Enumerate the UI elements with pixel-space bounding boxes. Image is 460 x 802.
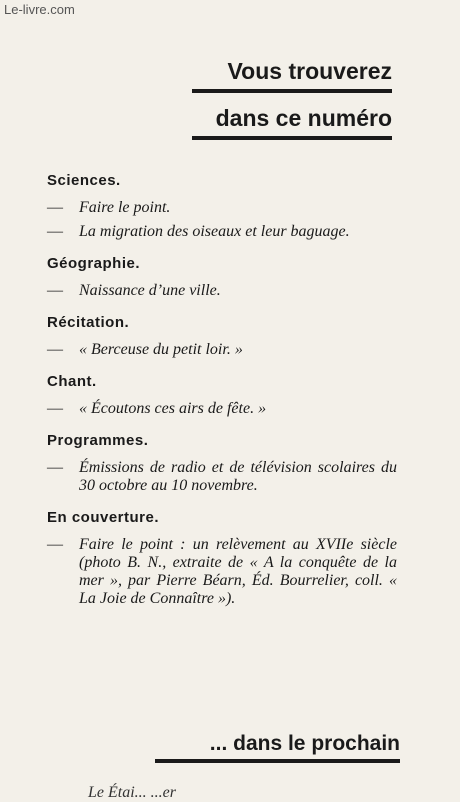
bottom-fragment: Le Étai... ...er — [88, 784, 176, 801]
section-title: Géographie. — [47, 255, 141, 272]
section-title: Programmes. — [47, 432, 149, 449]
section-recitation — [47, 314, 397, 359]
item-text: Faire le point. — [79, 199, 171, 216]
list-item — [47, 223, 397, 241]
header-line-1: Vous trouverez — [192, 58, 392, 93]
item-text: Faire le point : un relèvement au XVIIe siècle (photo B. N., extraite de « A la conquête de la mer », par Pierre Béarn, Éd. Bourrelier, coll. « La Joie de Connaître »). — [79, 536, 397, 607]
section-geographie — [47, 255, 397, 300]
section-title: Chant. — [47, 373, 97, 390]
list-item — [47, 536, 397, 608]
list-item — [47, 199, 397, 217]
list-item — [47, 282, 397, 300]
dash: — — [47, 400, 63, 417]
list-item — [47, 341, 397, 359]
section-title: Récitation. — [47, 314, 130, 331]
header-line-2: dans ce numéro — [192, 105, 392, 140]
dash: — — [47, 459, 63, 476]
dash: — — [47, 199, 63, 216]
dash: — — [47, 341, 63, 358]
footer-heading: ... dans le prochain — [155, 732, 400, 763]
watermark: Le-livre.com — [4, 2, 75, 17]
section-title: Sciences. — [47, 172, 121, 189]
item-text: « Écoutons ces airs de fête. » — [79, 400, 267, 417]
item-text: La migration des oiseaux et leur baguage. — [79, 223, 350, 240]
item-text: « Berceuse du petit loir. » — [79, 341, 243, 358]
item-text: Émissions de radio et de télévision scolaires du 30 octobre au 10 novembre. — [79, 459, 397, 494]
page-header — [192, 58, 392, 140]
contents-list — [47, 172, 397, 622]
section-sciences — [47, 172, 397, 241]
dash: — — [47, 223, 63, 240]
list-item — [47, 400, 397, 418]
item-text: Naissance d’une ville. — [79, 282, 221, 299]
section-programmes — [47, 432, 397, 495]
section-chant — [47, 373, 397, 418]
section-title: En couverture. — [47, 509, 160, 526]
dash: — — [47, 536, 63, 553]
list-item — [47, 459, 397, 495]
section-couverture — [47, 509, 397, 608]
dash: — — [47, 282, 63, 299]
